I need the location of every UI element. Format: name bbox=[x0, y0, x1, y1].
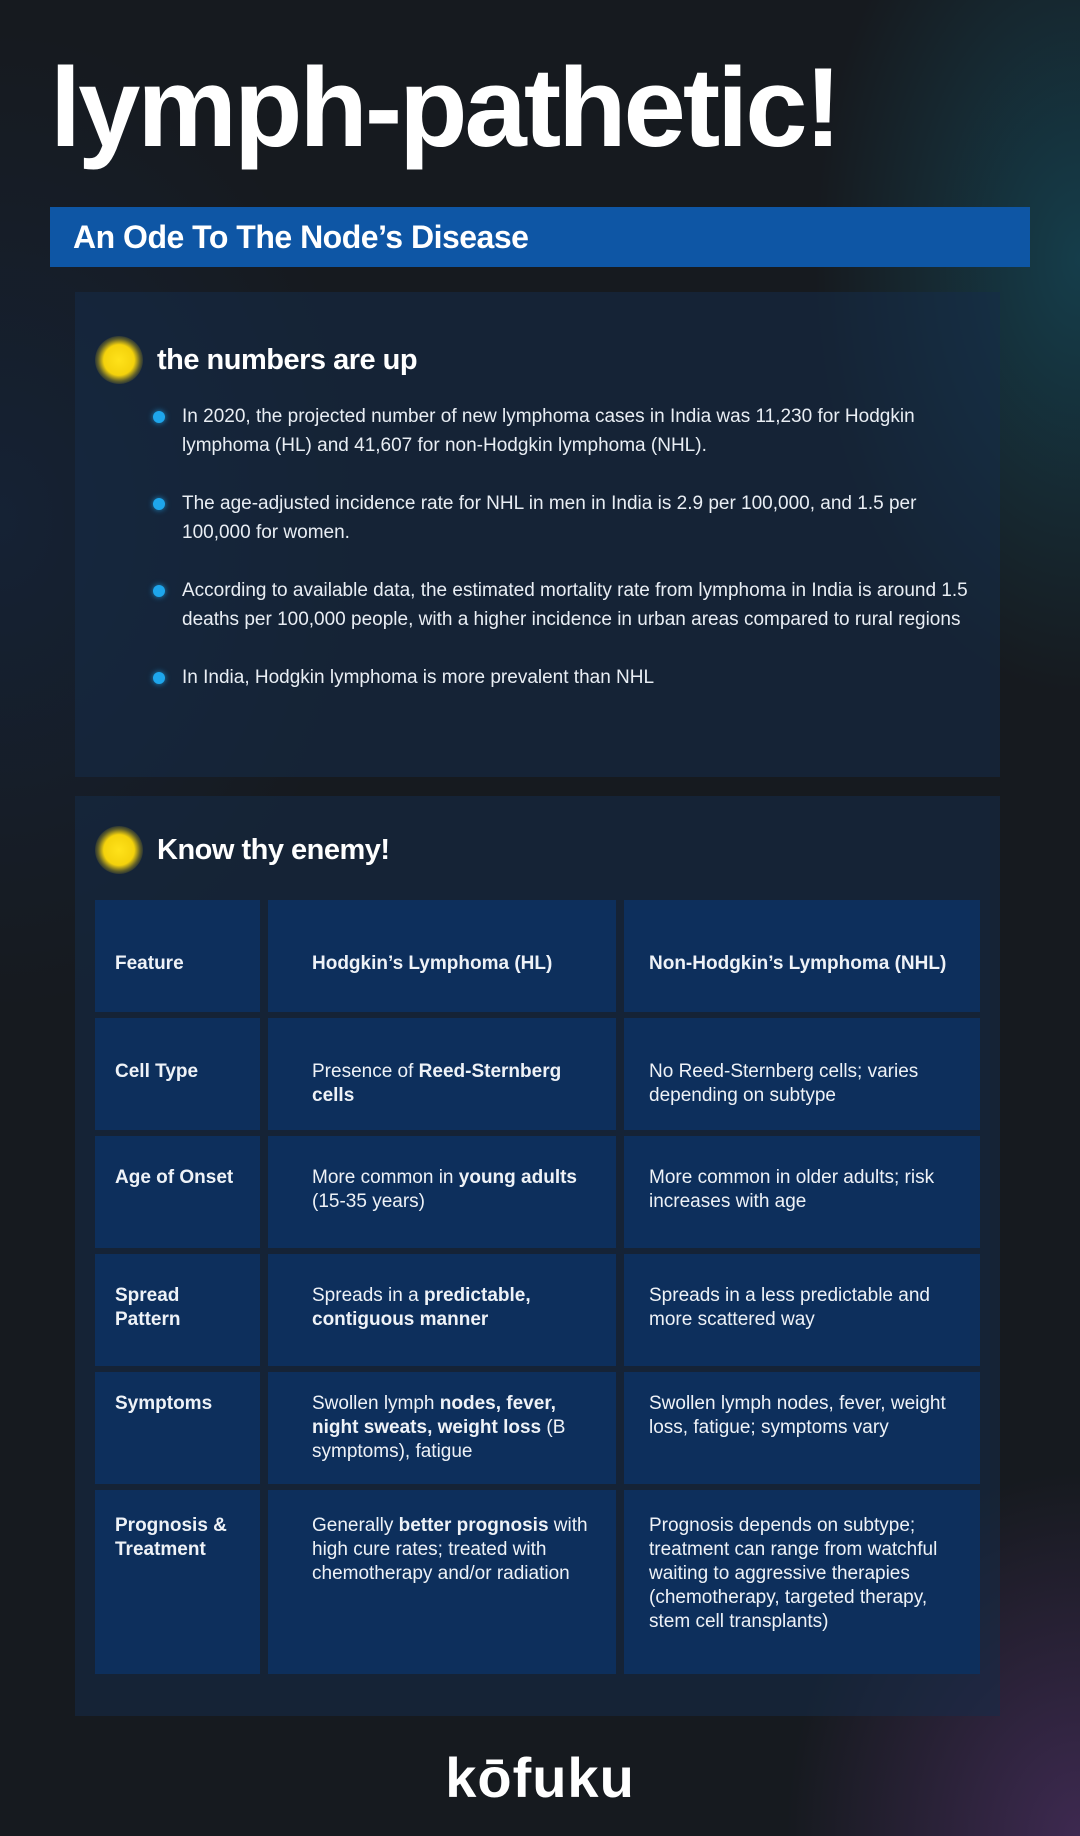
table-cell-nhl-text bbox=[649, 1514, 968, 1634]
cell-text-segment: better prognosis bbox=[398, 1515, 549, 1536]
bullet-dot-icon bbox=[153, 585, 165, 597]
table-cell-nhl bbox=[624, 1490, 980, 1674]
cell-text-segment: Spreads in a less predictable and more scattered way bbox=[649, 1285, 930, 1330]
sun-dot-icon bbox=[95, 826, 143, 874]
table-cell-hl-text bbox=[312, 1060, 604, 1108]
cell-text-segment: Spreads in a bbox=[312, 1285, 424, 1306]
table-cell-hl-text bbox=[312, 1514, 604, 1586]
table-cell-feature bbox=[95, 1490, 260, 1674]
subtitle-text: An Ode To The Node’s Disease bbox=[73, 218, 529, 255]
comparison-heading bbox=[95, 826, 390, 874]
stat-item bbox=[153, 489, 973, 547]
table-cell-nhl-text bbox=[649, 1060, 968, 1108]
table-cell-hl bbox=[268, 1372, 616, 1484]
numbers-heading bbox=[95, 336, 417, 384]
cell-text-segment: More common in bbox=[312, 1167, 459, 1188]
table-header-0 bbox=[95, 900, 260, 1012]
cell-text-segment: (B symptoms), fatigue bbox=[312, 1417, 566, 1462]
table-cell-feature-text: Age of Onset bbox=[115, 1167, 234, 1188]
cell-text-segment: No Reed-Sternberg cells; varies depending on subtype bbox=[649, 1061, 919, 1106]
table-cell-hl-text bbox=[312, 1284, 604, 1332]
table-header-2-text: Non-Hodgkin’s Lymphoma (NHL) bbox=[649, 953, 947, 974]
table-header-1-text: Hodgkin’s Lymphoma (HL) bbox=[312, 953, 553, 974]
table-header-2 bbox=[624, 900, 980, 1012]
cell-text-segment: young adults bbox=[458, 1167, 578, 1188]
table-cell-hl bbox=[268, 1254, 616, 1366]
subtitle-banner bbox=[50, 207, 1030, 267]
table-cell-nhl bbox=[624, 1254, 980, 1366]
numbers-heading-text: the numbers are up bbox=[157, 343, 418, 376]
brand-logo: kōfuku bbox=[445, 1746, 635, 1809]
stat-text: In 2020, the projected number of new lymphoma cases in India was 11,230 for Hodgkin lymphoma (HL) and 41,607 for non-Hodgkin lymphoma (NHL). bbox=[182, 406, 915, 456]
cell-text-segment: Prognosis depends on subtype; treatment can range from watchful waiting to aggressive therapies (chemotherapy, targeted therapy, stem cell transplants) bbox=[649, 1515, 938, 1632]
stat-item bbox=[153, 402, 973, 460]
stat-text: In India, Hodgkin lymphoma is more prevalent than NHL bbox=[182, 667, 655, 688]
table-cell-nhl-text bbox=[649, 1284, 968, 1332]
sun-dot-icon bbox=[95, 336, 143, 384]
cell-text-segment: nodes, fever, night sweats, weight loss bbox=[312, 1393, 556, 1438]
table-cell-feature-text: Cell Type bbox=[115, 1061, 199, 1082]
table-cell-nhl bbox=[624, 1136, 980, 1248]
table-header-1 bbox=[268, 900, 616, 1012]
stat-text: The age-adjusted incidence rate for NHL in men in India is 2.9 per 100,000, and 1.5 per 100,000 for women. bbox=[182, 493, 917, 543]
stat-text: According to available data, the estimated mortality rate from lymphoma in India is around 1.5 deaths per 100,000 people, with a higher incidence in urban areas compared to rural regions bbox=[182, 580, 968, 630]
table-cell-nhl-text bbox=[649, 1166, 968, 1214]
page-title: lymph-pathetic! bbox=[50, 45, 839, 170]
table-cell-feature bbox=[95, 1018, 260, 1130]
table-cell-hl bbox=[268, 1018, 616, 1130]
stat-item bbox=[153, 663, 973, 692]
table-cell-feature-text: Symptoms bbox=[115, 1393, 213, 1414]
table-cell-hl-text bbox=[312, 1166, 604, 1214]
cell-text-segment: Reed-Sternberg cells bbox=[312, 1061, 562, 1106]
cell-text-segment: with high cure rates; treated with chemotherapy and/or radiation bbox=[312, 1515, 588, 1584]
bullet-dot-icon bbox=[153, 411, 165, 423]
stats-list bbox=[153, 402, 973, 721]
table-cell-feature-text: Spread Pattern bbox=[115, 1285, 181, 1330]
cell-text-segment: predictable, contiguous manner bbox=[312, 1285, 531, 1330]
table-cell-feature bbox=[95, 1372, 260, 1484]
cell-text-segment: Swollen lymph bbox=[312, 1393, 440, 1414]
comparison-panel bbox=[75, 796, 1000, 1716]
table-cell-hl bbox=[268, 1490, 616, 1674]
table-cell-feature bbox=[95, 1136, 260, 1248]
table-cell-nhl bbox=[624, 1372, 980, 1484]
cell-text-segment: (15-35 years) bbox=[312, 1191, 425, 1212]
table-cell-feature-text: Prognosis & Treatment bbox=[115, 1515, 227, 1560]
cell-text-segment: More common in older adults; risk increases with age bbox=[649, 1167, 935, 1212]
table-header-0-text: Feature bbox=[115, 953, 184, 974]
table-cell-feature bbox=[95, 1254, 260, 1366]
cell-text-segment: Swollen lymph nodes, fever, weight loss, fatigue; symptoms vary bbox=[649, 1393, 946, 1438]
stat-item bbox=[153, 576, 973, 634]
cell-text-segment: Presence of bbox=[312, 1061, 419, 1082]
table-cell-nhl-text bbox=[649, 1392, 968, 1440]
numbers-panel bbox=[75, 292, 1000, 777]
comparison-heading-text: Know thy enemy! bbox=[157, 833, 390, 866]
bullet-dot-icon bbox=[153, 672, 165, 684]
table-cell-nhl bbox=[624, 1018, 980, 1130]
table-cell-hl-text bbox=[312, 1392, 604, 1464]
bullet-dot-icon bbox=[153, 498, 165, 510]
table-cell-hl bbox=[268, 1136, 616, 1248]
cell-text-segment: Generally bbox=[312, 1515, 399, 1536]
